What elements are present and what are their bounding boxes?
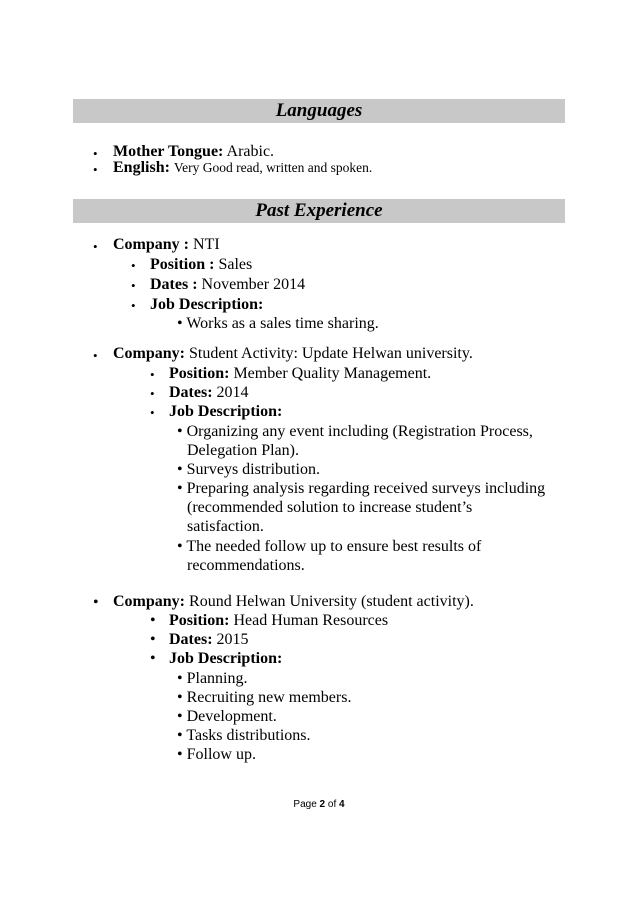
task-item: • The needed follow up to ensure best results of [177,538,482,555]
bullet-icon: • [93,348,98,363]
dates-value: 2015 [216,631,249,648]
dates-2-line [169,383,249,402]
bullet-icon: • [150,612,156,629]
position-label: Position : [150,256,215,273]
task-item-continued: satisfaction. [187,518,264,535]
footer-prefix: Page [293,799,317,810]
position-3-line [169,611,388,630]
company-label: Company : [113,236,190,253]
job-description-label: Job Description: [150,296,264,313]
position-label: Position: [169,612,230,629]
mother-tongue-label: Mother Tongue: [113,143,224,160]
dates-label: Dates: [169,631,213,648]
job-description-label: Job Description: [169,403,283,420]
dates-label: Dates: [169,384,213,401]
english-value: Very Good read, written and spoken. [173,160,373,175]
company-3-line [113,592,474,611]
company-2-line [113,344,473,363]
company-label: Company: [113,593,186,610]
bullet-icon: • [131,258,136,273]
bullet-icon: • [150,386,155,401]
experience-heading: Past Experience [73,199,565,223]
page-footer [0,799,638,810]
bullet-icon: • [93,239,98,254]
company-name: Round Helwan University (student activity). [189,593,474,610]
task-item: • Planning. [177,670,248,687]
position-2-line [169,364,431,383]
footer-of: of [327,799,337,810]
position-label: Position: [169,365,230,382]
bullet-icon: • [150,367,155,382]
task-item: • Works as a sales time sharing. [177,315,379,332]
footer-total-pages: 4 [339,799,345,810]
task-item-continued: (recommended solution to increase student’s [187,499,473,516]
dates-3-line [169,630,249,649]
task-item: • Follow up. [177,746,256,763]
dates-value: November 2014 [201,276,306,293]
dates-1-line [150,275,305,294]
bullet-icon: • [150,405,155,420]
position-value: Head Human Resources [233,612,389,629]
task-item: • Development. [177,708,277,725]
bullet-icon: • [93,162,98,177]
bullet-icon: • [131,278,136,293]
job-description-label: Job Description: [169,650,283,667]
mother-tongue-value: Arabic. [226,143,275,160]
task-item: • Surveys distribution. [177,461,320,478]
task-item-continued: Delegation Plan). [187,442,299,459]
dates-label: Dates : [150,276,198,293]
task-item: • Recruiting new members. [177,689,352,706]
bullet-icon: • [93,146,98,161]
position-value: Sales [218,256,253,273]
position-value: Member Quality Management. [233,365,432,382]
position-1-line [150,255,252,274]
english-label: English: [113,159,170,176]
task-item: • Organizing any event including (Registration Process, [177,423,533,440]
task-item: • Tasks distributions. [177,727,311,744]
company-label: Company: [113,345,186,362]
company-name: Student Activity: Update Helwan university. [189,345,473,362]
bullet-icon: • [131,298,136,313]
task-item: • Preparing analysis regarding received surveys including [177,480,546,497]
bullet-icon: • [93,594,99,611]
company-name: NTI [193,236,220,253]
english-line [113,158,372,177]
bullet-icon: • [150,650,156,667]
bullet-icon: • [150,631,156,648]
task-item-continued: recommendations. [187,557,305,574]
languages-heading: Languages [73,99,565,123]
company-1-line [113,235,220,254]
dates-value: 2014 [216,384,249,401]
footer-page-number: 2 [319,799,326,810]
